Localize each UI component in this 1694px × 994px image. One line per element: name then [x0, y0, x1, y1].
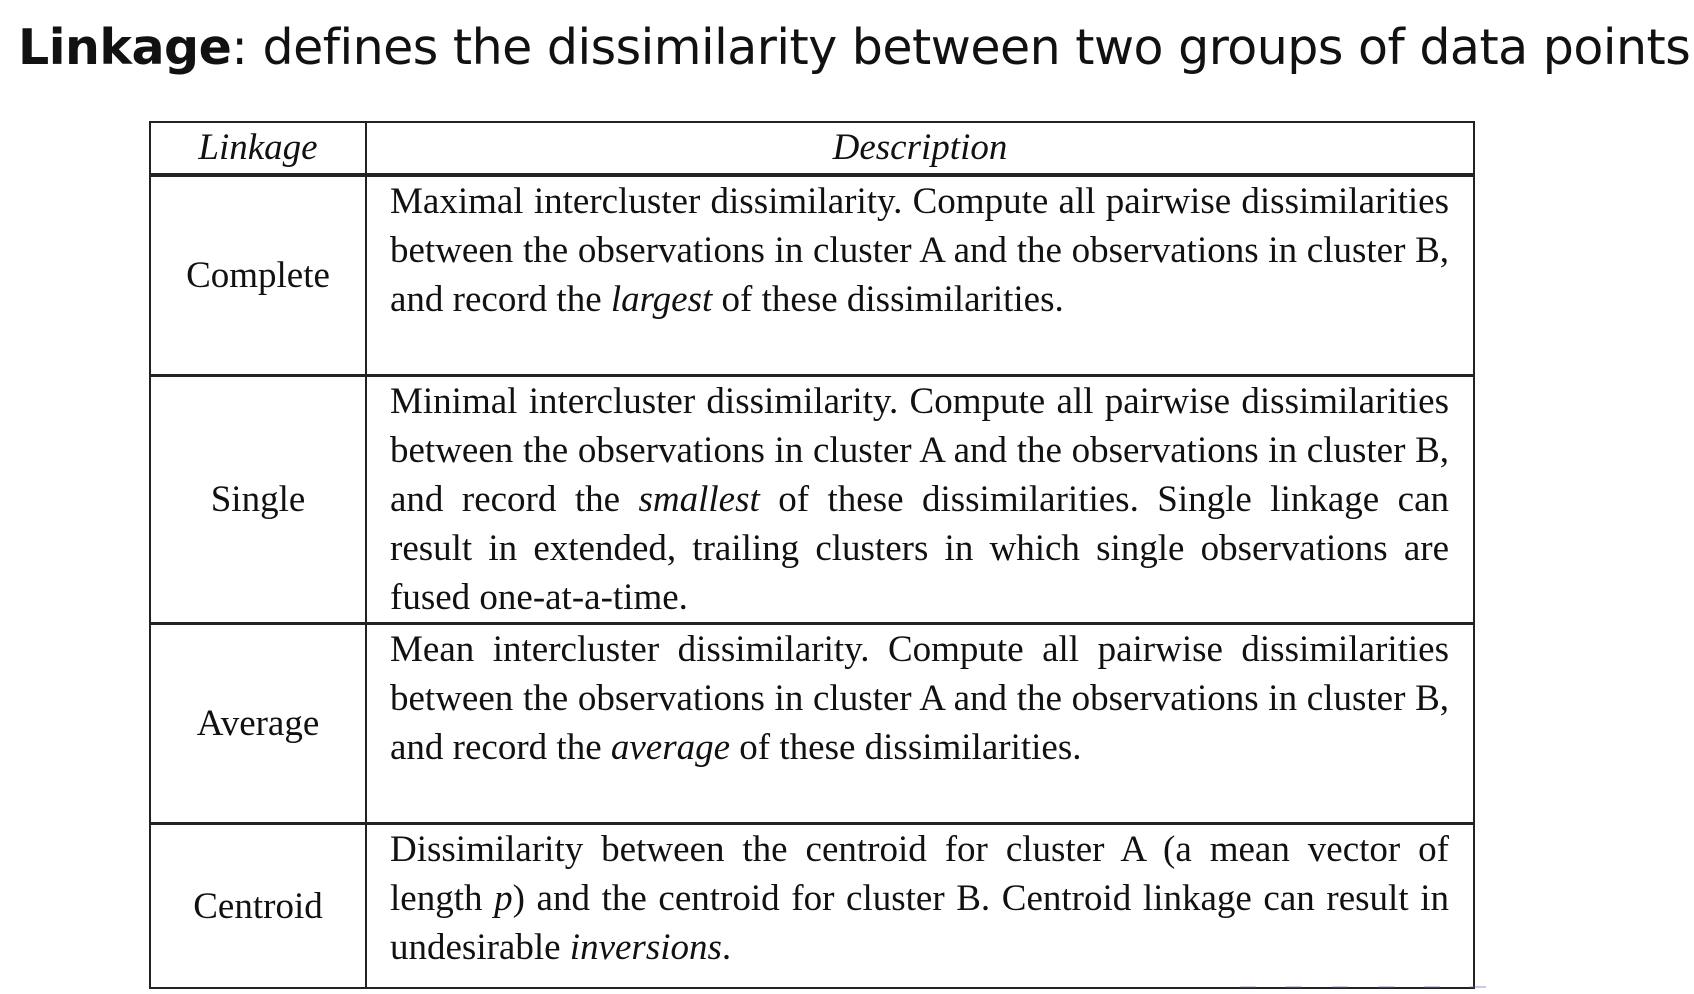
description-text: of these dissimilarities. Single linkage can result in extended, trailing clusters in which single observations are fused one-at-a-time. — [390, 479, 1449, 618]
description-text: Minimal intercluster dissimilarity. Compute all pairwise dissimilarities between the observations in cluster A and the observations in cluster B, and record the — [390, 381, 1449, 520]
linkage-description — [366, 824, 1474, 989]
linkage-name: Average — [150, 624, 366, 824]
description-text: ) and the centroid for cluster B. Centroid linkage can result in undesirable — [390, 878, 1449, 968]
description-emphasis: p — [494, 878, 513, 919]
linkage-description — [366, 376, 1474, 624]
table-row — [150, 175, 1474, 376]
description-emphasis: largest — [610, 279, 713, 320]
description-text: of these dissimilarities. — [712, 279, 1064, 320]
slide-navigation — [1240, 986, 1690, 994]
table-row — [150, 624, 1474, 824]
description-emphasis: inversions — [569, 927, 722, 968]
linkage-name: Centroid — [150, 824, 366, 989]
description-text: Dissimilarity between the centroid for cluster A (a mean vector of length — [390, 829, 1449, 919]
linkage-description — [366, 624, 1474, 824]
nav-last-icon[interactable] — [1424, 986, 1440, 994]
nav-next-icon[interactable] — [1378, 986, 1394, 994]
description-text: Mean intercluster dissimilarity. Compute all pairwise dissimilarities between the observations in cluster A and the observations in cluster B, and record the — [390, 629, 1449, 768]
linkage-table — [149, 121, 1475, 989]
header-linkage: Linkage — [150, 122, 366, 175]
slide-title — [18, 8, 1691, 88]
linkage-description — [366, 175, 1474, 376]
linkage-name: Complete — [150, 175, 366, 376]
nav-previous-icon[interactable] — [1286, 986, 1302, 994]
description-emphasis: smallest — [638, 479, 760, 520]
table-row — [150, 376, 1474, 624]
nav-section-icon[interactable] — [1332, 986, 1348, 994]
description-text: of these dissimilarities. — [730, 727, 1082, 768]
nav-first-icon[interactable] — [1240, 986, 1256, 994]
description-text: Maximal intercluster dissimilarity. Compute all pairwise dissimilarities between the observations in cluster A and the observations in cluster B, and record the — [390, 181, 1449, 320]
header-description: Description — [366, 122, 1474, 175]
title-rest: : defines the dissimilarity between two groups of data points — [231, 19, 1691, 76]
description-text: . — [721, 927, 732, 968]
table-header-row — [150, 122, 1474, 175]
nav-search-icon[interactable] — [1470, 986, 1486, 994]
description-emphasis: average — [610, 727, 731, 768]
table-row — [150, 824, 1474, 989]
title-term: Linkage — [18, 19, 232, 76]
linkage-name: Single — [150, 376, 366, 624]
